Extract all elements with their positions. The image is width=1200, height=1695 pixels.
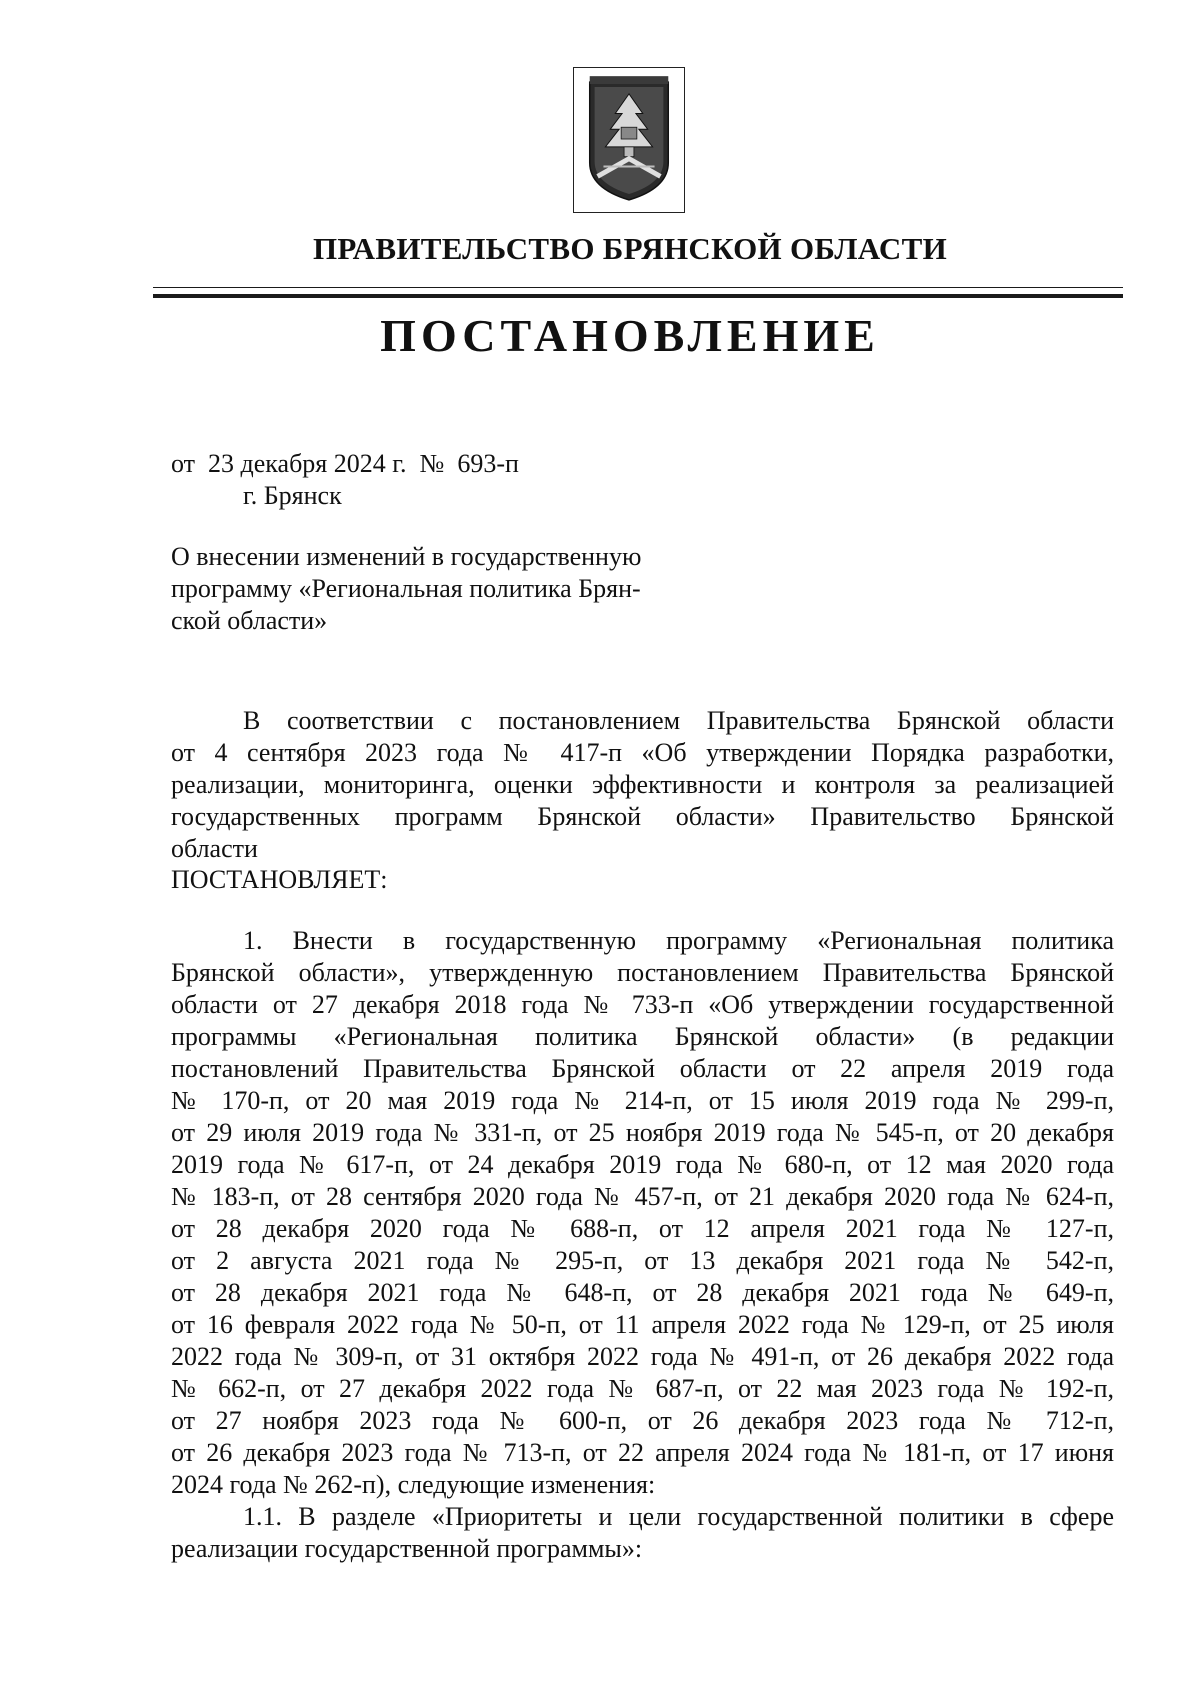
preamble-line: В соответствии с постановлением Правительства Брянской области bbox=[243, 706, 1114, 735]
subject-line: О внесении изменений в государственную bbox=[171, 542, 642, 571]
clause-line: № 170-п, от 20 мая 2019 года № 214-п, от 15 июля 2019 года № 299-п, bbox=[171, 1086, 1114, 1115]
document-subject bbox=[171, 541, 711, 637]
clause-line: от 29 июля 2019 года № 331-п, от 25 ноября 2019 года № 545-п, от 20 декабря bbox=[171, 1118, 1114, 1147]
government-name: ПРАВИТЕЛЬСТВО БРЯНСКОЙ ОБЛАСТИ bbox=[312, 231, 948, 266]
date-prefix: от bbox=[171, 449, 196, 478]
clause-line: № 662-п, от 27 декабря 2022 года № 687-п, от 22 мая 2023 года № 192-п, bbox=[171, 1374, 1114, 1403]
preamble-line: государственных программ Брянской области» Правительство Брянской bbox=[171, 802, 1114, 831]
preamble-line: от 4 сентября 2023 года № 417-п «Об утверждении Порядка разработки, bbox=[171, 738, 1114, 767]
subclause-line: 1.1. В разделе «Приоритеты и цели государственной политики в сфере bbox=[243, 1502, 1114, 1531]
document-number: 693-п bbox=[457, 449, 519, 478]
clause-line: от 26 декабря 2023 года № 713-п, от 22 апреля 2024 года № 181-п, от 17 июня bbox=[171, 1438, 1114, 1467]
resolves-heading: ПОСТАНОВЛЯЕТ: bbox=[171, 865, 388, 894]
clause-line: Брянской области», утвержденную постановлением Правительства Брянской bbox=[171, 958, 1114, 987]
clause-line: области от 27 декабря 2018 года № 733-п «Об утверждении государственной bbox=[171, 990, 1114, 1019]
date-number-line bbox=[171, 448, 519, 480]
clause-line: от 28 декабря 2021 года № 648-п, от 28 декабря 2021 года № 649-п, bbox=[171, 1278, 1114, 1307]
clauses bbox=[171, 925, 1114, 1565]
clause-line: 1. Внести в государственную программу «Региональная политика bbox=[243, 926, 1114, 955]
clause-line: 2019 года № 617-п, от 24 декабря 2019 года № 680-п, от 12 мая 2020 года bbox=[171, 1150, 1114, 1179]
document-type: ПОСТАНОВЛЕНИЕ bbox=[380, 310, 880, 361]
preamble-line: реализации, мониторинга, оценки эффективности и контроля за реализацией bbox=[171, 770, 1114, 799]
subject-line: программу «Региональная политика Брян- bbox=[171, 574, 641, 603]
header-divider-thin bbox=[153, 287, 1123, 288]
header-divider-thick bbox=[153, 294, 1123, 298]
document-date: 23 декабря 2024 г. bbox=[208, 449, 407, 478]
number-sign: № bbox=[419, 449, 445, 478]
clause-line: постановлений Правительства Брянской области от 22 апреля 2019 года bbox=[171, 1054, 1114, 1083]
subclause-line: реализации государственной программы»: bbox=[171, 1534, 643, 1563]
preamble-line: области bbox=[171, 834, 258, 863]
clause-line: № 183-п, от 28 сентября 2020 года № 457-п, от 21 декабря 2020 года № 624-п, bbox=[171, 1182, 1114, 1211]
coat-of-arms-icon bbox=[573, 67, 685, 213]
clause-line: от 16 февраля 2022 года № 50-п, от 11 апреля 2022 года № 129-п, от 25 июля bbox=[171, 1310, 1114, 1339]
clause-line: 2022 года № 309-п, от 31 октября 2022 года № 491-п, от 26 декабря 2022 года bbox=[171, 1342, 1114, 1371]
clause-line: 2024 года № 262-п), следующие изменения: bbox=[171, 1470, 656, 1499]
clause-line: программы «Региональная политика Брянской области» (в редакции bbox=[171, 1022, 1114, 1051]
clause-line: от 28 декабря 2020 года № 688-п, от 12 апреля 2021 года № 127-п, bbox=[171, 1214, 1114, 1243]
subject-line: ской области» bbox=[171, 606, 328, 635]
preamble bbox=[171, 705, 1114, 865]
clause-line: от 2 августа 2021 года № 295-п, от 13 декабря 2021 года № 542-п, bbox=[171, 1246, 1114, 1275]
document-city: г. Брянск bbox=[243, 481, 342, 510]
clause-line: от 27 ноября 2023 года № 600-п, от 26 декабря 2023 года № 712-п, bbox=[171, 1406, 1114, 1435]
